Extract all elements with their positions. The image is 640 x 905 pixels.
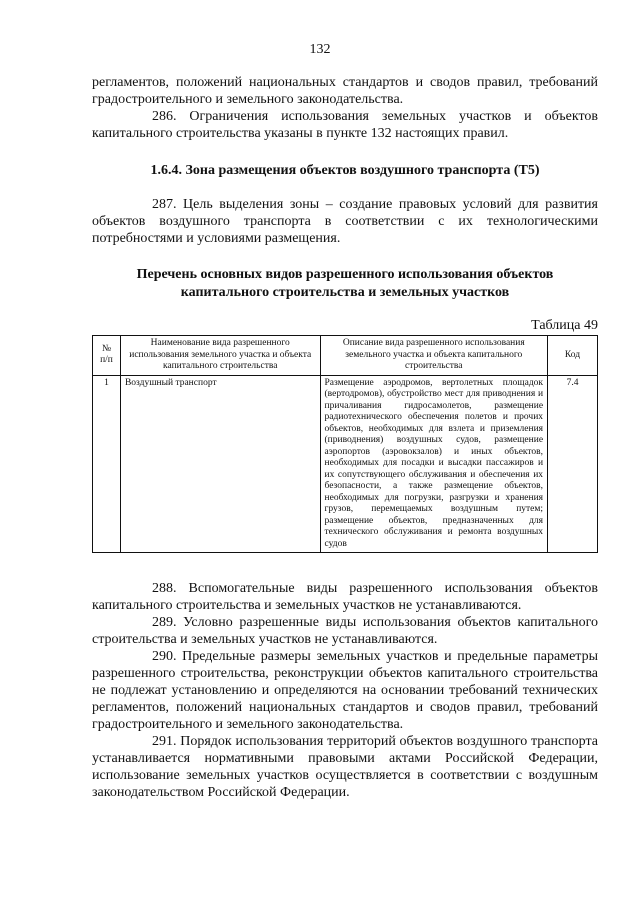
table-header-row	[93, 336, 598, 376]
cell-num: 1	[93, 375, 121, 553]
bottom-text-block	[92, 580, 598, 801]
paragraph-288: 288. Вспомогательные виды разрешенного использования объектов капитального строительства и земельных участков не устанавливаются.	[92, 581, 598, 613]
header-code: Код	[548, 336, 598, 376]
top-text-block	[92, 74, 598, 142]
paragraph-286: 286. Ограничения использования земельных участков и объектов капитального строительства указаны в пункте 132 настоящих правил.	[92, 109, 598, 141]
table-caption-line-2: капитального строительства и земельных участков	[180, 285, 510, 300]
table-number: Таблица 49	[531, 318, 598, 333]
cell-name: Воздушный транспорт	[120, 375, 320, 553]
page-number: 132	[309, 42, 331, 57]
cell-desc: Размещение аэродромов, вертолетных площадок (вертодромов), обустройство мест для приводнения и причаливания гидросамолетов, размещение радиотехнического обеспечения полетов и прочих объектов, необходимых для взлета и приземления (приводнения) воздушных судов, размещение аэропортов (аэровокзалов) и иных объектов, необходимых для посадки и высадки пассажиров и их сопутствующего обслуживания и обеспечения их безопасности, а также размещение объектов, необходимых для погрузки, разгрузки и хранения грузов, перемещаемых воздушным путем; размещение объектов, предназначенных для технического обслуживания и ремонта воздушных судов	[320, 375, 548, 553]
paragraph-287: 287. Цель выделения зоны – создание правовых условий для развития объектов воздушного транспорта в соответствии с их технологическими потребностями и условиями размещения.	[92, 197, 598, 246]
section-title: 1.6.4. Зона размещения объектов воздушного транспорта (Т5)	[150, 163, 540, 178]
table-caption	[92, 266, 598, 302]
land-use-table	[92, 335, 598, 553]
intro-paragraph: регламентов, положений национальных стандартов и сводов правил, требований градостроительного и земельного законодательства.	[92, 75, 598, 107]
header-name: Наименование вида разрешенного использования земельного участка и объекта капитального строительства	[120, 336, 320, 376]
paragraph-287-block	[92, 196, 598, 247]
header-desc: Описание вида разрешенного использования земельного участка и объекта капитального строительства	[320, 336, 548, 376]
paragraph-291: 291. Порядок использования территорий объектов воздушного транспорта устанавливается нормативными правовыми актами Российской Федерации, использование земельных участков осуществляется в соответствии с воздушным законодательством Российской Федерации.	[92, 734, 598, 800]
header-num: № п/п	[93, 336, 121, 376]
paragraph-290: 290. Предельные размеры земельных участков и предельные параметры разрешенного строительства, реконструкции объектов капитального строительства не подлежат установлению и определяются на основании требований технических регламентов, положений национальных стандартов и сводов правил, требований градостроительного и земельного законодательства.	[92, 649, 598, 732]
cell-code: 7.4	[548, 375, 598, 553]
table-row	[93, 375, 598, 553]
table-caption-line-1: Перечень основных видов разрешенного использования объектов	[136, 267, 554, 282]
paragraph-289: 289. Условно разрешенные виды использования объектов капитального строительства и земельных участков не устанавливаются.	[92, 615, 598, 647]
